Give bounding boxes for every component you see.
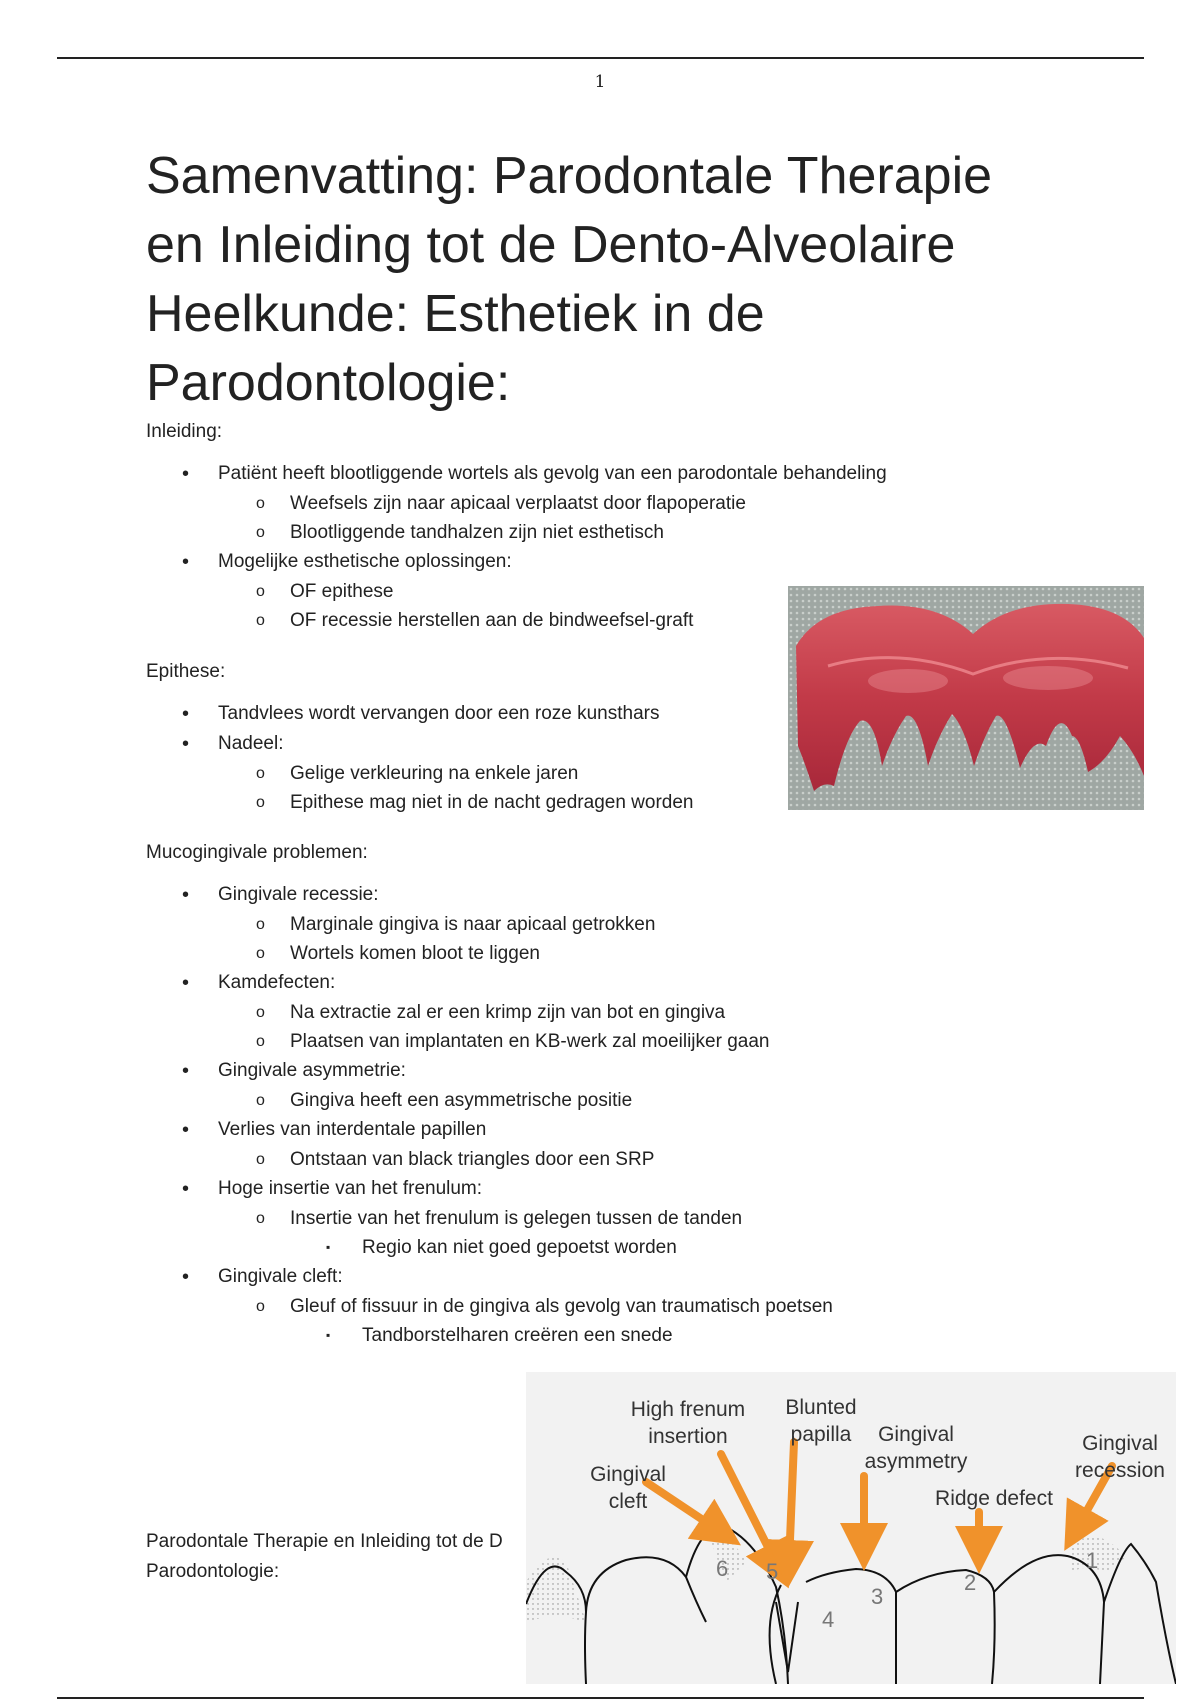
- list-item: o Wortels komen bloot te liggen: [290, 939, 833, 968]
- list-item: • Mogelijke esthetische oplossingen: o OF epithese o OF recessie herstellen aan de bindweefsel-graft: [218, 547, 887, 635]
- label-cleft: Gingival: [590, 1463, 666, 1486]
- epithese-photo: [788, 586, 1144, 810]
- list-item: o Plaatsen van implantaten en KB-werk zal moeilijker gaan: [290, 1027, 833, 1056]
- diagram-number: 3: [871, 1584, 884, 1609]
- label-recession: Gingival: [1082, 1432, 1158, 1455]
- list-item: o Marginale gingiva is naar apicaal getrokken: [290, 910, 833, 939]
- label-ridge-defect: Ridge defect: [935, 1487, 1053, 1510]
- list-item: • Hoge insertie van het frenulum: o Insertie van het frenulum is gelegen tussen de tanden ▪ Regio kan niet goed gepoetst worden: [218, 1174, 833, 1262]
- list-item: ▪ Regio kan niet goed gepoetst worden: [362, 1233, 833, 1262]
- diagram-number: 5: [766, 1559, 779, 1584]
- section-epithese: [146, 661, 694, 817]
- list-item: o Weefsels zijn naar apicaal verplaatst door flapoperatie: [290, 489, 887, 518]
- section-heading: Mucogingivale problemen:: [146, 842, 368, 863]
- label-cleft-2: cleft: [608, 1490, 648, 1513]
- section-heading: Inleiding:: [146, 421, 223, 442]
- section-mucogingivaal: [146, 842, 833, 1350]
- list-item: • Gingivale recessie: o Marginale gingiva is naar apicaal getrokken o Wortels komen bloot te liggen: [218, 880, 833, 968]
- list-item: o Gelige verkleuring na enkele jaren: [290, 759, 694, 788]
- page-title: Samenvatting: Parodontale Therapie en Inleiding tot de Dento-Alveolaire Heelkunde: Esthetiek in de Parodontologie:: [146, 147, 993, 412]
- bullet-list: [146, 699, 694, 817]
- page-number: 1: [594, 72, 606, 92]
- list-item: • Kamdefecten: o Na extractie zal er een krimp zijn van bot en gingiva o Plaatsen van implantaten en KB-werk zal moeilijker gaan: [218, 968, 833, 1056]
- footer-rule: [57, 1697, 1144, 1699]
- section-inleiding: [146, 421, 887, 635]
- list-item: o Gleuf of fissuur in de gingiva als gevolg van traumatisch poetsen ▪ Tandborstelharen creëren een snede: [290, 1292, 833, 1350]
- list-item: o Na extractie zal er een krimp zijn van bot en gingiva: [290, 998, 833, 1027]
- label-asymmetry-2: asymmetry: [864, 1450, 968, 1473]
- list-item: • Patiënt heeft blootliggende wortels als gevolg van een parodontale behandeling o Weefsels zijn naar apicaal verplaatst door flapoperatie o Blootliggende tandhalzen zijn niet esthetisch: [218, 459, 887, 547]
- label-high-frenum-2: insertion: [648, 1425, 728, 1448]
- diagram-number: 2: [964, 1570, 977, 1595]
- section-heading: Epithese:: [146, 661, 226, 682]
- list-item: o Blootliggende tandhalzen zijn niet esthetisch: [290, 518, 887, 547]
- mucogingival-diagram: [526, 1372, 1176, 1684]
- list-item: o OF epithese: [290, 577, 887, 606]
- label-high-frenum: High frenum: [630, 1398, 746, 1421]
- list-item: o OF recessie herstellen aan de bindweefsel-graft: [290, 606, 887, 635]
- label-blunted-2: papilla: [790, 1423, 852, 1446]
- list-item: • Tandvlees wordt vervangen door een roze kunsthars: [218, 699, 694, 729]
- list-item: • Verlies van interdentale papillen o Ontstaan van black triangles door een SRP: [218, 1115, 833, 1174]
- footer-text: Parodontale Therapie en Inleiding tot de D Parodontologie:: [146, 1531, 503, 1582]
- bullet-list: [146, 880, 833, 1350]
- diagram-number: 1: [1086, 1548, 1099, 1573]
- bullet-list: [146, 459, 887, 635]
- list-item: • Gingivale asymmetrie: o Gingiva heeft een asymmetrische positie: [218, 1056, 833, 1115]
- list-item: • Nadeel: o Gelige verkleuring na enkele jaren o Epithese mag niet in de nacht gedragen worden: [218, 729, 694, 817]
- diagram-number: 4: [822, 1607, 835, 1632]
- list-item: o Gingiva heeft een asymmetrische positie: [290, 1086, 833, 1115]
- list-item: o Insertie van het frenulum is gelegen tussen de tanden ▪ Regio kan niet goed gepoetst worden: [290, 1204, 833, 1262]
- list-item: o Epithese mag niet in de nacht gedragen worden: [290, 788, 694, 817]
- list-item: • Gingivale cleft: o Gleuf of fissuur in de gingiva als gevolg van traumatisch poetsen ▪ Tandborstelharen creëren een snede: [218, 1262, 833, 1350]
- diagram-number: 6: [716, 1556, 729, 1581]
- list-item: o Ontstaan van black triangles door een SRP: [290, 1145, 833, 1174]
- list-item: ▪ Tandborstelharen creëren een snede: [362, 1321, 833, 1350]
- label-recession-2: recession: [1075, 1459, 1165, 1482]
- label-blunted: Blunted: [785, 1396, 857, 1419]
- label-asymmetry: Gingival: [878, 1423, 954, 1446]
- header-rule: [57, 57, 1144, 59]
